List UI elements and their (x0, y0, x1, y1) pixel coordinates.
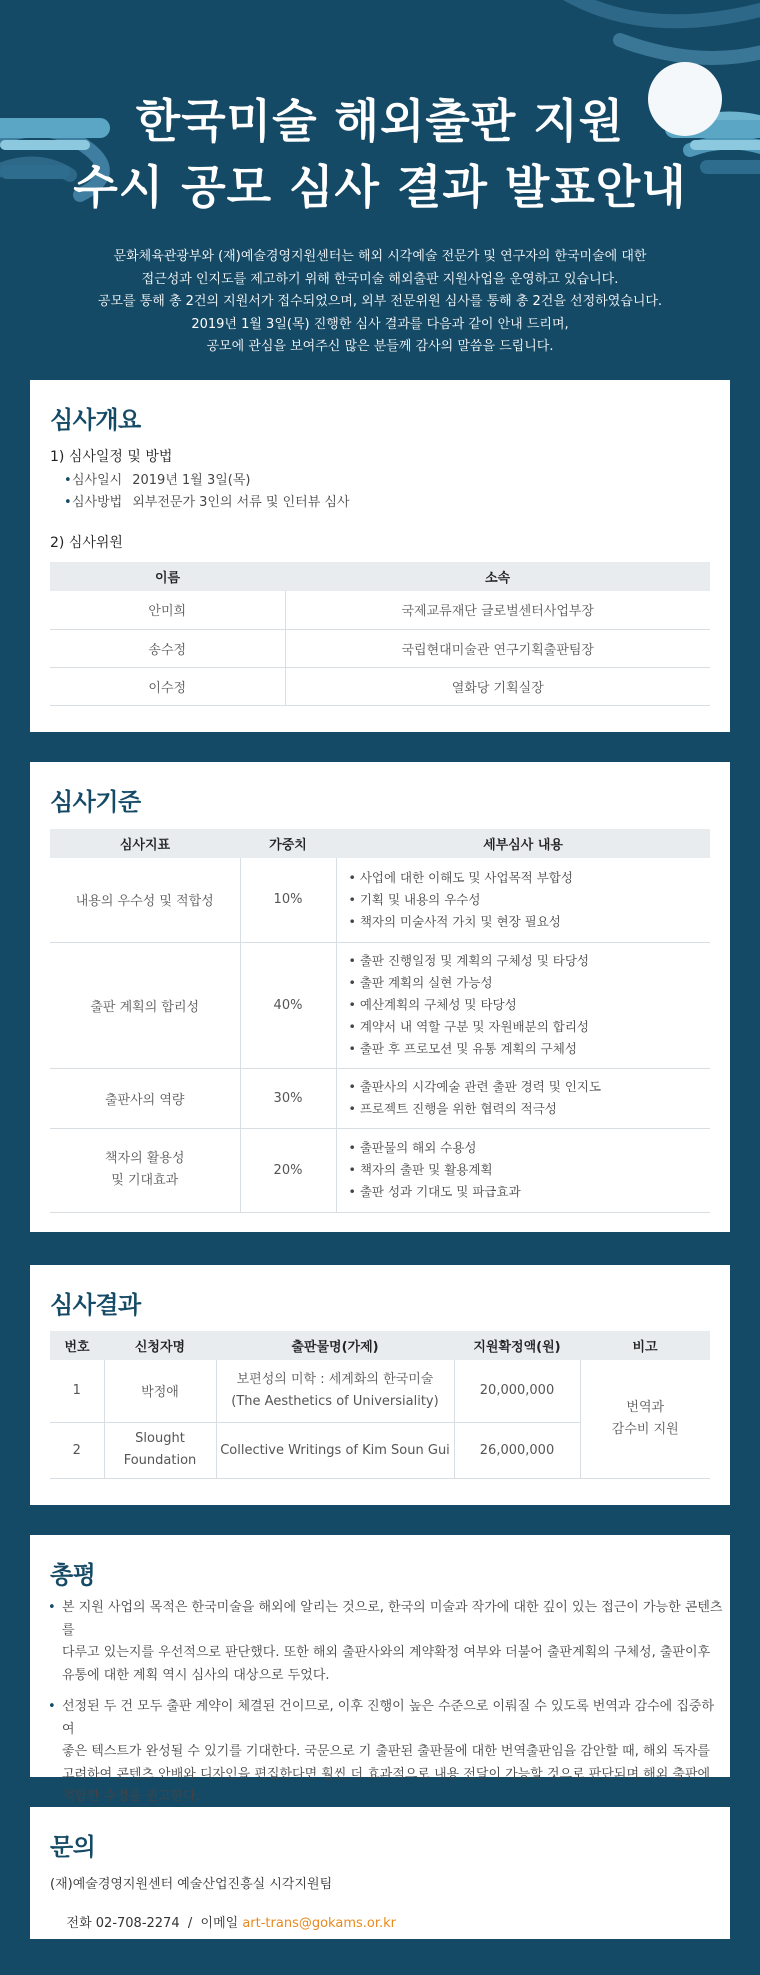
contact-line (50, 1897, 396, 1946)
title-line-2: 수시 공모 심사 결과 발표안내 (73, 160, 687, 214)
member-affiliation: 국제교류재단 글로벌센터사업부장 (285, 591, 710, 629)
section-heading: 문의 (50, 1833, 96, 1861)
criteria-weight: 30% (240, 1068, 336, 1128)
schedule-list (50, 470, 350, 514)
column-header: 세부심사 내용 (336, 829, 710, 858)
column-header: 번호 (50, 1331, 104, 1360)
committee-title: 2) 심사위원 (50, 535, 123, 551)
committee-table (50, 562, 710, 706)
table-row (50, 858, 710, 942)
criteria-table (50, 829, 710, 1213)
criteria-name: 책자의 활용성 및 기대효과 (50, 1128, 240, 1212)
row-number: 1 (50, 1360, 104, 1422)
criteria-weight: 40% (240, 942, 336, 1068)
table-row (50, 591, 710, 629)
column-header: 출판물명(가제) (216, 1331, 454, 1360)
overview-section (30, 380, 730, 732)
member-name: 이수정 (50, 667, 285, 705)
table-row (50, 1360, 710, 1422)
intro-line: 문화체육관광부와 (재)예술경영지원센터는 해외 시각예술 전문가 및 연구자의 한국미술에 대한 (113, 249, 647, 264)
intro-line: 2019년 1월 3일(목) 진행한 심사 결과를 다음과 같이 안내 드리며, (191, 316, 569, 332)
criteria-name: 내용의 우수성 및 적합성 (50, 858, 240, 942)
member-name: 안미희 (50, 591, 285, 629)
criteria-details: • 출판물의 해외 수용성 • 책자의 출판 및 활용계획 • 출판 성과 기대도 및 파급효과 (336, 1128, 710, 1212)
member-name: 송수정 (50, 629, 285, 667)
table-row (50, 667, 710, 705)
applicant-name: 박정애 (104, 1360, 216, 1422)
result-note: 번역과 감수비 지원 (580, 1360, 710, 1478)
column-header: 이름 (50, 562, 285, 591)
list-item: • 심사방법 외부전문가 3인의 서류 및 인터뷰 심사 (64, 495, 350, 510)
column-header: 지원확정액(원) (454, 1331, 580, 1360)
hero-banner (0, 0, 760, 380)
intro-line: 공모를 통해 총 2건의 지원서가 접수되었으며, 외부 전문위원 심사를 통해 총 2건을 선정하였습니다. (97, 294, 663, 309)
schedule-title: 1) 심사일정 및 방법 (50, 449, 173, 465)
row-number: 2 (50, 1422, 104, 1478)
grant-amount: 20,000,000 (454, 1360, 580, 1422)
criteria-weight: 20% (240, 1128, 336, 1212)
criteria-name: 출판 계획의 합리성 (50, 942, 240, 1068)
applicant-name: Slought Foundation (104, 1422, 216, 1478)
section-heading: 총평 (50, 1561, 96, 1589)
publication-title: Collective Writings of Kim Soun Gui (216, 1422, 454, 1478)
criteria-details: • 출판 진행일정 및 계획의 구체성 및 타당성 • 출판 계획의 실현 가능성 • 예산계획의 구체성 및 타당성 • 계약서 내 역할 구분 및 자원배분의 합리성 • 출판 후 프로모션 및 유통 계획의 구체성 (336, 942, 710, 1068)
contact-section (30, 1807, 730, 1939)
table-row (50, 942, 710, 1068)
column-header: 가중치 (240, 829, 336, 858)
table-row (50, 1068, 710, 1128)
review-section (30, 1535, 730, 1804)
column-header: 신청자명 (104, 1331, 216, 1360)
list-item: • 본 지원 사업의 목적은 한국미술을 해외에 알리는 것으로, 한국의 미술과 작가에 대한 깊이 있는 접근이 가능한 콘텐츠를 다루고 있는지를 우선적으로 판단했다. 또한 해외 출판사와의 계약확정 여부와 더불어 출판계획의 구체성, 출판이후 유통에 대한 계획 역시 심사의 대상으로 두었다. (48, 1600, 723, 1683)
table-row (50, 1128, 710, 1212)
results-section (30, 1265, 730, 1505)
email-link[interactable]: art-trans@gokams.or.kr (242, 1916, 396, 1931)
page-title (0, 88, 760, 220)
contact-org: (재)예술경영지원센터 예술산업진흥실 시각지원팀 (50, 1877, 333, 1892)
section-heading: 심사개요 (50, 406, 141, 434)
column-header: 심사지표 (50, 829, 240, 858)
member-affiliation: 국립현대미술관 연구기획출판팀장 (285, 629, 710, 667)
grant-amount: 26,000,000 (454, 1422, 580, 1478)
table-row (50, 629, 710, 667)
criteria-details: • 출판사의 시각예술 관련 출판 경력 및 인지도 • 프로젝트 진행을 위한 협력의 적극성 (336, 1068, 710, 1128)
member-affiliation: 열화당 기획실장 (285, 667, 710, 705)
intro-line: 접근성과 인지도를 제고하기 위해 한국미술 해외출판 지원사업을 운영하고 있습니다. (141, 271, 619, 287)
intro-line: 공모에 관심을 보여주신 많은 분들께 감사의 말씀을 드립니다. (206, 339, 554, 354)
results-table (50, 1331, 710, 1479)
criteria-details: • 사업에 대한 이해도 및 사업목적 부합성 • 기획 및 내용의 우수성 • 책자의 미술사적 가치 및 현장 필요성 (336, 858, 710, 942)
section-heading: 심사결과 (50, 1291, 141, 1319)
list-item: • 심사일시 2019년 1월 3일(목) (64, 473, 251, 488)
criteria-section (30, 762, 730, 1232)
list-item: • 선정된 두 건 모두 출판 계약이 체결된 건이므로, 이후 진행이 높은 수준으로 이뤄질 수 있도록 번역과 감수에 집중하여 좋은 텍스트가 완성될 수 있기를 기대한다. 국문으로 기 출판된 출판물에 대한 번역출판임을 감안할 때, 해외 독자를 고려하여 콘텐츠 안배와 디자인을 편집한다면 훨씬 더 효과적으로 내용 전달이 가능할 것으로 판단되며 해외 출판에 적합한 수정을 권고한다. (48, 1699, 715, 1804)
intro-text (0, 246, 760, 359)
contact-phone: 전화 02-708-2274 / 이메일 (66, 1916, 243, 1931)
criteria-weight: 10% (240, 858, 336, 942)
column-header: 소속 (285, 562, 710, 591)
column-header: 비고 (580, 1331, 710, 1360)
review-list (44, 1597, 724, 1818)
title-line-1: 한국미술 해외출판 지원 (135, 94, 625, 148)
section-heading: 심사기준 (50, 788, 141, 816)
criteria-name: 출판사의 역량 (50, 1068, 240, 1128)
publication-title: 보편성의 미학 : 세계화의 한국미술 (The Aesthetics of Universiality) (216, 1360, 454, 1422)
